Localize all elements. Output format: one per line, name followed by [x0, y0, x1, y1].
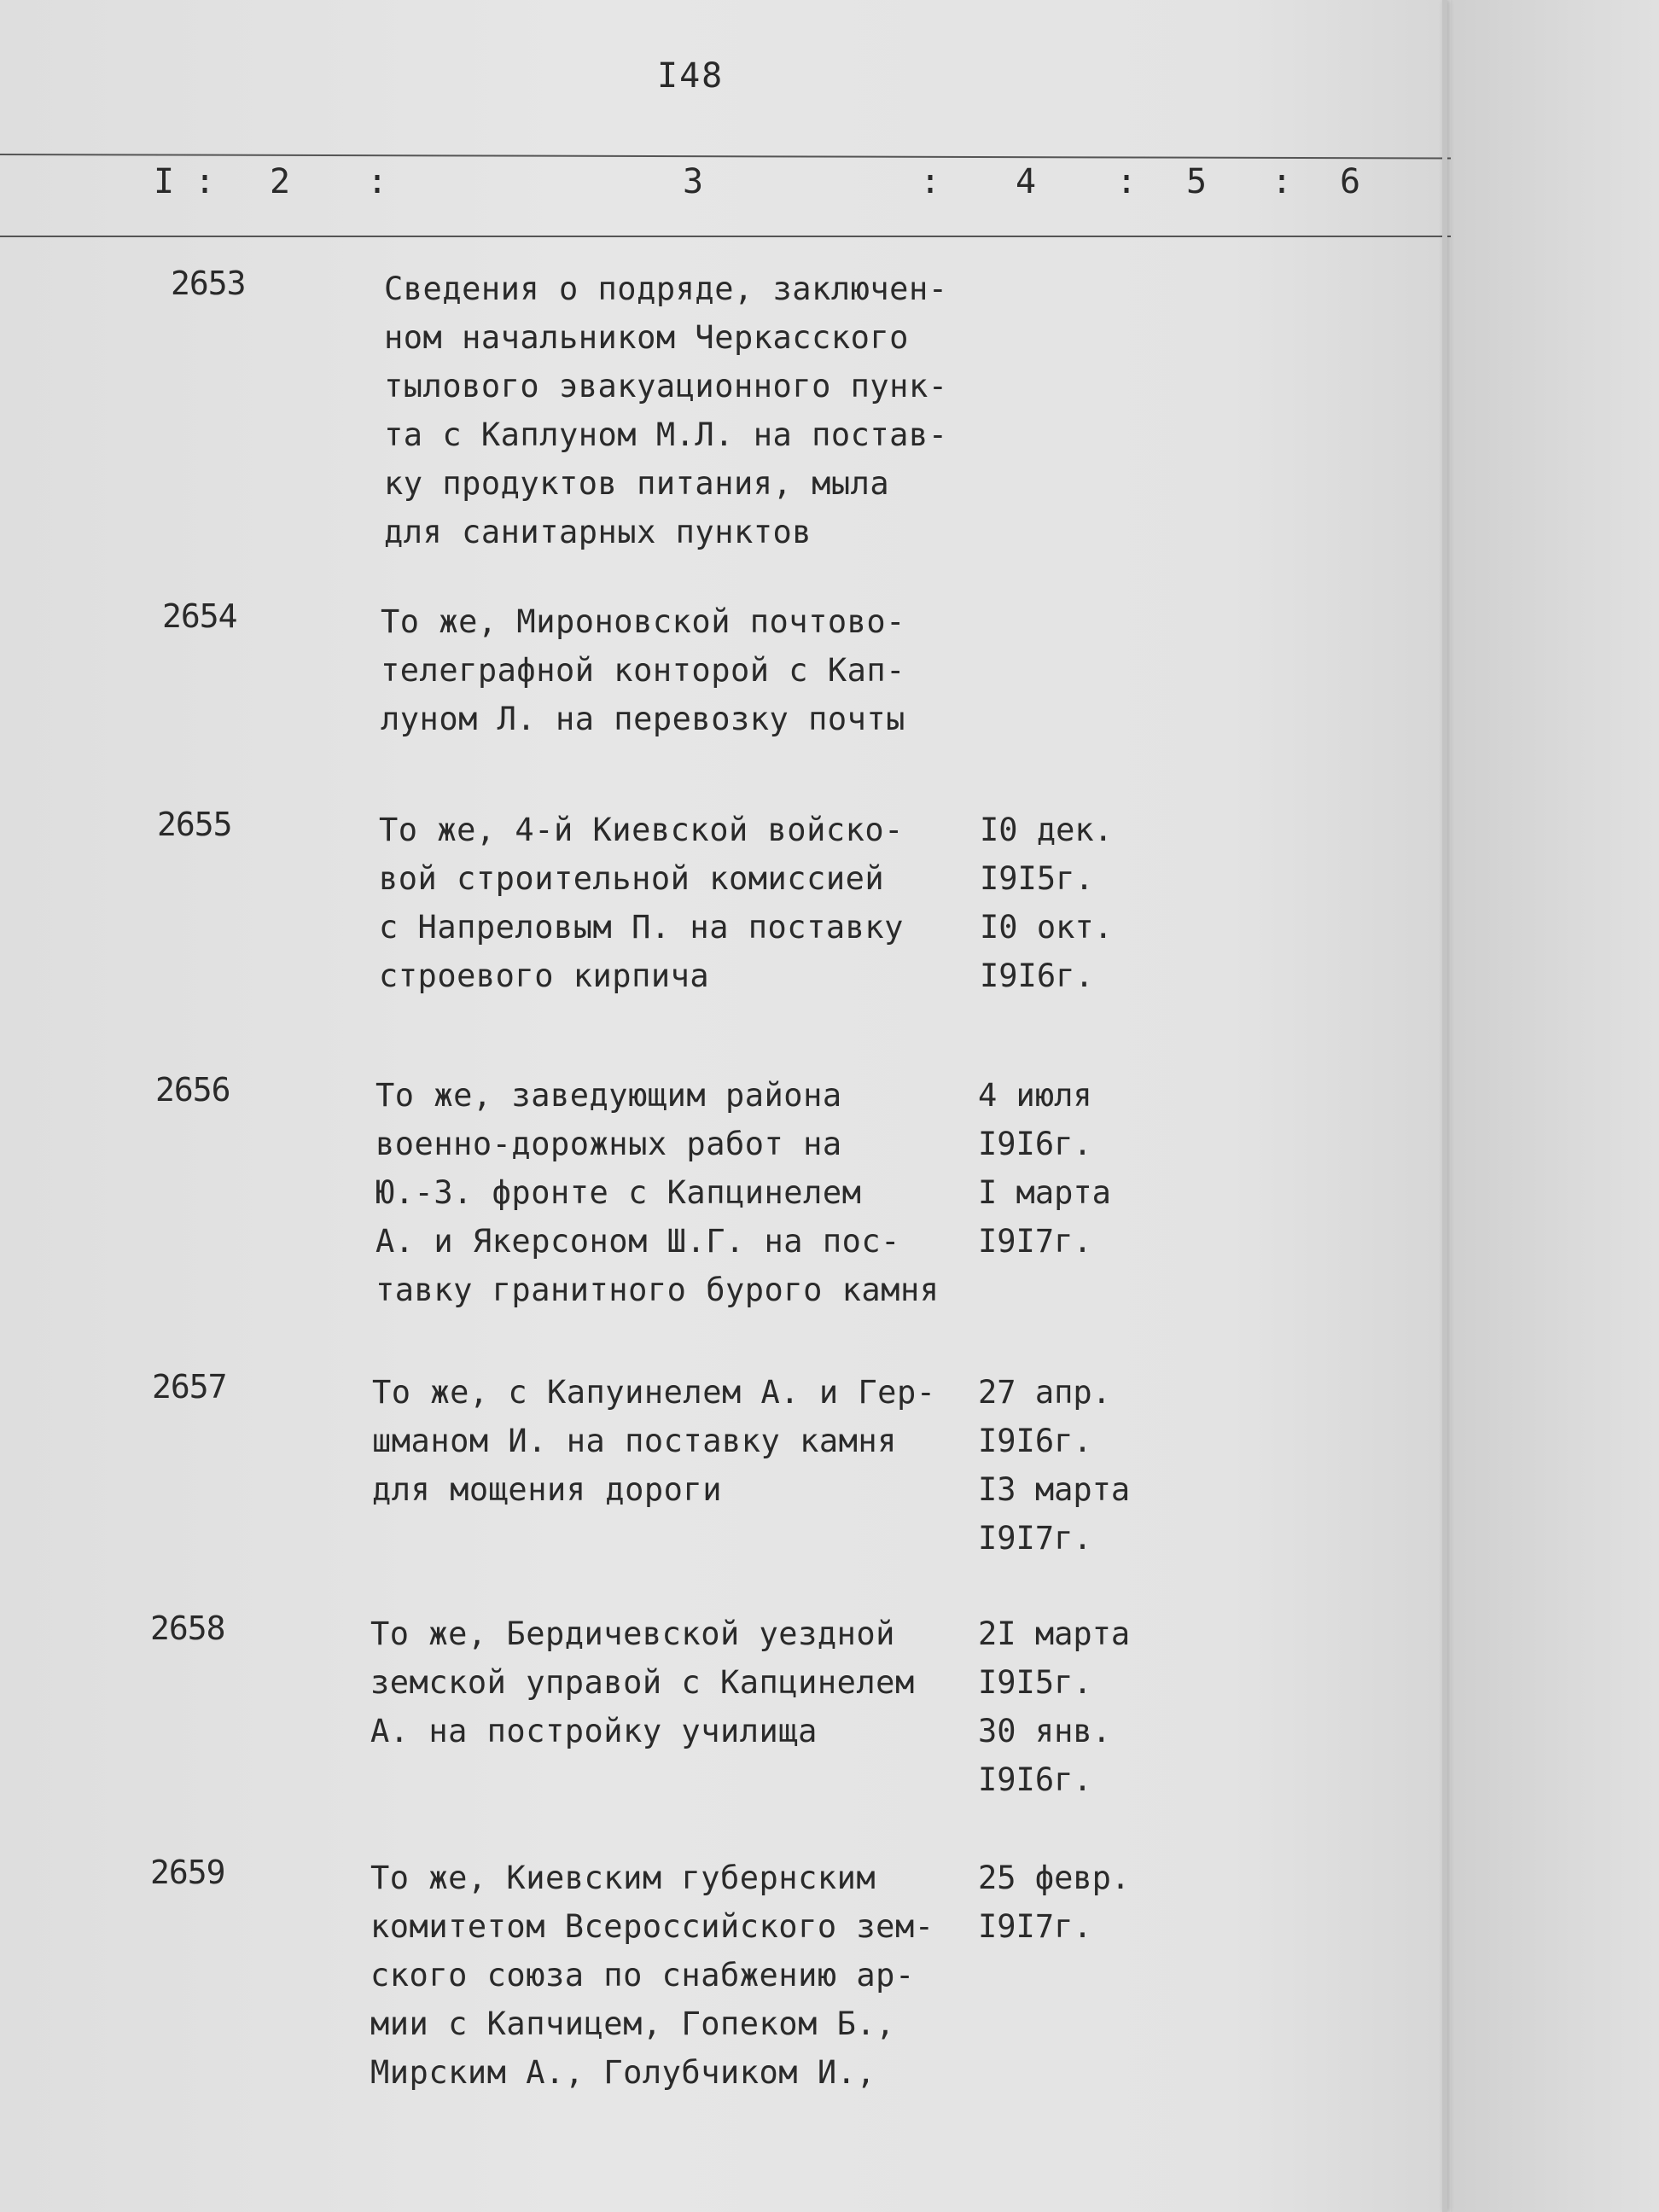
- entry-dates: 4 июля I9I6г. I марта I9I7г.: [978, 1077, 1111, 1260]
- column-separator: :: [195, 162, 216, 201]
- entry-description: То же, 4-й Киевской войско- вой строительной комиссией с Напреловым П. на поставку строевого кирпича: [379, 812, 904, 994]
- column-separator: :: [1272, 162, 1293, 201]
- header-top-rule: [0, 154, 1451, 159]
- column-header-row: [0, 162, 1451, 230]
- page-edge: [1442, 0, 1447, 2212]
- entry-number: 2657: [152, 1368, 227, 1406]
- entry-dates: 27 апр. I9I6г. I3 марта I9I7г.: [978, 1374, 1131, 1557]
- column-1-number: I: [154, 162, 175, 201]
- column-separator: :: [1116, 162, 1138, 201]
- entry-description: Сведения о подряде, заключен- ном начальником Черкасского тылового эвакуационного пунк- та с Каплуном М.Л. на постав- ку продуктов питания, мыла для санитарных пунктов: [384, 271, 948, 550]
- entry-number: 2654: [162, 597, 237, 635]
- entry-number: 2659: [150, 1854, 225, 1891]
- entry-number: 2656: [155, 1071, 230, 1109]
- entry-dates: I0 дек. I9I5г. I0 окт. I9I6г.: [980, 812, 1113, 994]
- entry-description: То же, Бердичевской уездной земской управой с Капцинелем А. на постройку училища: [370, 1615, 915, 1749]
- column-5-number: 5: [1186, 162, 1208, 201]
- entry-dates: 25 февр. I9I7г.: [978, 1860, 1131, 1945]
- entry-number: 2653: [171, 265, 246, 302]
- entry-description: То же, заведующим района военно-дорожных работ на Ю.-З. фронте с Капцинелем А. и Якерсоном Ш.Г. на пос- тавку гранитного бурого камня: [375, 1077, 940, 1308]
- column-separator: :: [367, 162, 388, 201]
- column-2-number: 2: [270, 162, 291, 201]
- entry-description: То же, с Капуинелем А. и Гер- шманом И. на поставку камня для мощения дороги: [372, 1374, 936, 1508]
- underlying-sheet: [1447, 0, 1659, 2212]
- entry-description: То же, Мироновской почтово- телеграфной конторой с Кап- луном Л. на перевозку почты: [381, 603, 905, 737]
- column-separator: :: [920, 162, 941, 201]
- entry-dates: 2I марта I9I5г. 30 янв. I9I6г.: [978, 1615, 1131, 1798]
- page-number: I48: [657, 56, 725, 96]
- column-6-number: 6: [1340, 162, 1361, 201]
- header-bottom-rule: [0, 236, 1451, 237]
- entry-description: То же, Киевским губернским комитетом Всероссийского зем- ского союза по снабжению ар- мии с Капчицем, Гопеком Б., Мирским А., Голубчиком И.,: [370, 1860, 934, 2091]
- column-3-number: 3: [683, 162, 704, 201]
- entry-number: 2658: [150, 1610, 225, 1647]
- entry-number: 2655: [157, 806, 232, 843]
- column-4-number: 4: [1016, 162, 1037, 201]
